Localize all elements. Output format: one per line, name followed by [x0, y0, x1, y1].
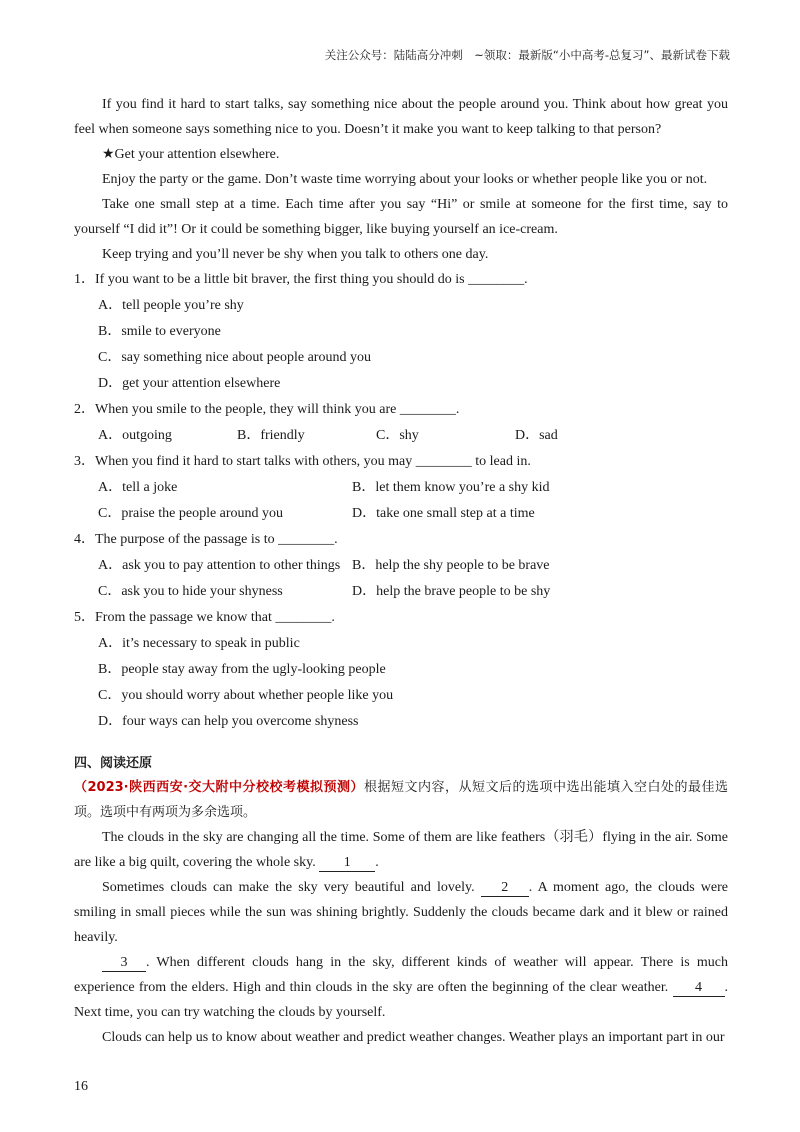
question-3: [74, 449, 728, 527]
option-c: C．ask you to hide your shyness: [98, 584, 283, 599]
options-row: [74, 553, 728, 579]
section-title: 四、阅读还原: [74, 756, 153, 771]
passage-paragraph: If you find it hard to start talks, say something nice about the people around you. Think about how great you feel when someone says something nice to you. Doesn’t it make you want to keep talking to that person?: [74, 97, 728, 137]
option-c: C．praise the people around you: [98, 506, 284, 521]
option-b: B．friendly: [237, 428, 305, 443]
passage-paragraph: Keep trying and you’ll never be shy when you talk to others one day.: [102, 247, 489, 262]
option-b: B．let them know you’re a shy kid: [352, 480, 550, 495]
paragraph-text: Sometimes clouds can make the sky very beautiful and lovely.: [102, 880, 475, 895]
option-d: D．four ways can help you overcome shyness: [98, 714, 359, 729]
exam-source: （2023·陕西西安·交大附中分校校考模拟预测）: [74, 780, 365, 795]
options-row: [74, 475, 728, 501]
option-c: C．you should worry about whether people like you: [98, 688, 394, 703]
options-row: [74, 501, 728, 527]
question-1: [74, 267, 728, 397]
blank-2: 2: [481, 880, 529, 897]
passage-tip: ★Get your attention elsewhere.: [102, 147, 280, 162]
paragraph-text: The clouds in the sky are changing all the time. Some of them are like feathers（羽毛）flying in the air. Some are like a big quilt, covering the whole sky.: [74, 830, 728, 870]
question-stem: 5．From the passage we know that ________.: [74, 610, 335, 625]
paragraph-text: . Next time, you can try watching the clouds by yourself.: [74, 980, 729, 1020]
options-row: [74, 579, 728, 605]
question-stem: 2．When you smile to the people, they will think you are ________.: [74, 402, 460, 417]
option-a: A．tell people you’re shy: [98, 298, 244, 313]
option-c: C．shy: [376, 428, 419, 443]
reading-paragraph-2: [74, 875, 728, 950]
option-a: A．it’s necessary to speak in public: [98, 636, 300, 651]
blank-1: 1: [319, 855, 375, 872]
question-4: [74, 527, 728, 605]
instruction-text: 根据短文内容，从短文后的选项中选出能填入空白处的最佳选项。选项中有两项为多余选项。: [74, 780, 728, 820]
section-instruction: [74, 775, 728, 825]
option-b: B．smile to everyone: [98, 324, 221, 339]
reading-paragraph-4: Clouds can help us to know about weather and predict weather changes. Weather plays an important part in our: [102, 1030, 725, 1045]
passage-paragraph: Take one small step at a time. Each time after you say “Hi” or smile at someone for the first time, say to yourself “I did it”! Or it could be something bigger, like buying yourself an ice-cream.: [74, 197, 728, 237]
reading-paragraph-1: The clouds in the sky are changing all the time. Some of them are like feathers（羽毛）flying in the air. Some are like a big quilt, covering the whole sky. 1 .: [74, 830, 728, 870]
page-number: 16: [74, 1079, 88, 1094]
option-d: D．help the brave people to be shy: [352, 584, 551, 599]
blank-4: 4: [673, 980, 725, 997]
option-d: D．take one small step at a time: [352, 506, 535, 521]
option-d: D．sad: [515, 428, 558, 443]
option-a: A．tell a joke: [98, 480, 178, 495]
option-a: A．ask you to pay attention to other things: [98, 558, 341, 573]
question-stem: 3．When you find it hard to start talks with others, you may ________ to lead in.: [74, 454, 531, 469]
passage-paragraph: Enjoy the party or the game. Don’t waste time worrying about your looks or whether people like you or not.: [102, 172, 708, 187]
question-5: [74, 605, 728, 735]
option-c: C．say something nice about people around you: [98, 350, 371, 365]
page-header: 关注公众号：陆陆高分冲刺 ~领取：最新版“小中高考-总复习”、最新试卷下载: [324, 48, 730, 62]
paragraph-text: . When different clouds hang in the sky, different kinds of weather will appear. There is much experience from the elders. High and thin clouds in the sky are often the beginning of the clear weather.: [74, 955, 728, 995]
options-row: [74, 423, 728, 449]
option-d: D．get your attention elsewhere: [98, 376, 281, 391]
question-stem: 1．If you want to be a little bit braver, the first thing you should do is ________.: [74, 272, 528, 287]
reading-paragraph-3: [74, 950, 728, 1025]
blank-3: 3: [102, 955, 146, 972]
option-a: A．outgoing: [98, 428, 172, 443]
question-2: [74, 397, 728, 449]
page-content: [74, 92, 728, 1050]
paragraph-text: . A moment ago, the clouds were smiling in small pieces while the sun was shining brightly. Suddenly the clouds became dark and it blew or rained heavily.: [74, 880, 728, 945]
option-b: B．help the shy people to be brave: [352, 558, 550, 573]
option-b: B．people stay away from the ugly-looking people: [98, 662, 386, 677]
question-stem: 4．The purpose of the passage is to ________.: [74, 532, 338, 547]
